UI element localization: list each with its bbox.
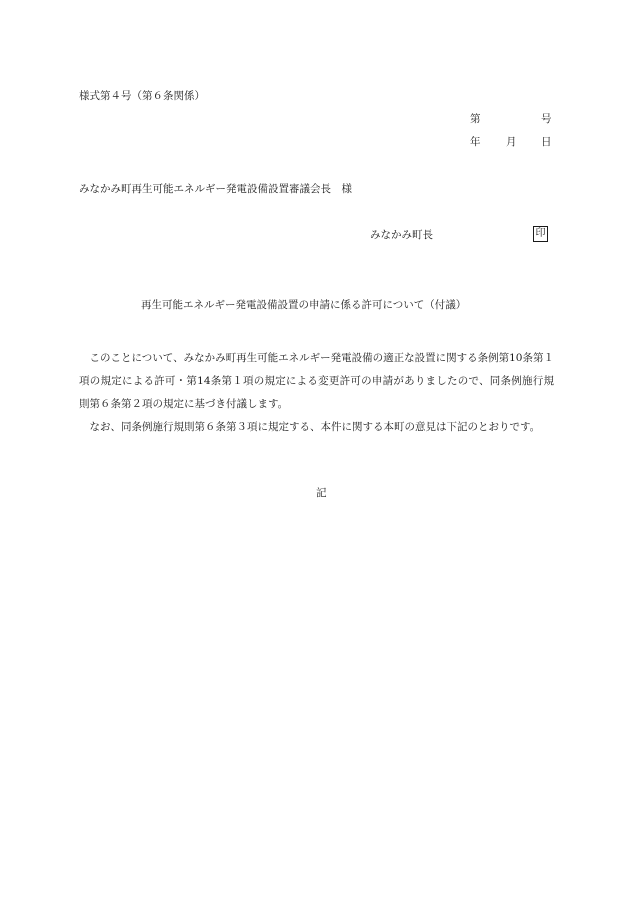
document-number-suffix: 号 [541, 113, 552, 125]
body-paragraph-1: このことについて、みなかみ町再生可能エネルギー発電設備の適正な設置に関する条例第10条第１項の規定による許可・第14条第１項の規定による変更許可の申請がありましたので、同条例施行規則第６条第２項の規定に基づき付議します。 [79, 352, 554, 410]
date-month-label: 月 [506, 136, 517, 148]
body-paragraph-2: なお、同条例施行規則第６条第３項に規定する、本件に関する本町の意見は下記のとおりです。 [89, 421, 541, 433]
ki-heading: 記 [316, 487, 327, 499]
document-title: 再生可能エネルギー発電設備設置の申請に係る許可について（付議） [141, 299, 467, 311]
document-number-prefix: 第 [470, 113, 481, 125]
form-number: 様式第４号（第６条関係） [79, 90, 205, 102]
document-body [79, 347, 554, 439]
addressee: みなかみ町再生可能エネルギー発電設備設置審議会長 様 [79, 183, 352, 195]
sender: みなかみ町長 [370, 229, 433, 241]
date-year-label: 年 [470, 136, 481, 148]
date-day-label: 日 [541, 136, 552, 148]
seal-mark: 印 [533, 226, 548, 242]
